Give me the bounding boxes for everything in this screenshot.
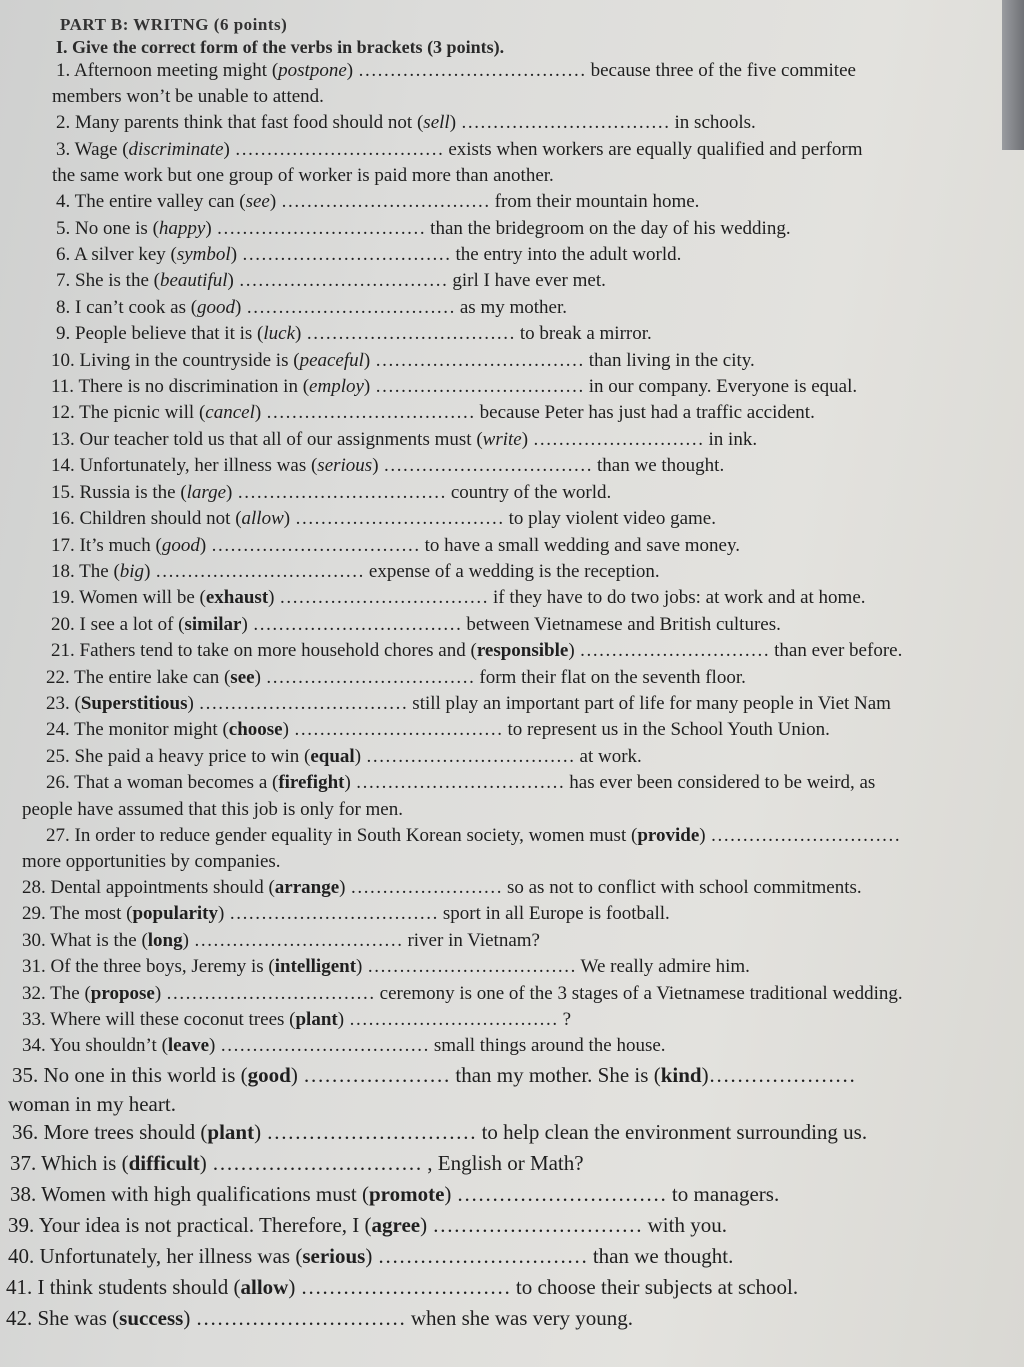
exercise-item: 6. A silver key (symbol) …………………………… the entry into the adult world. bbox=[56, 244, 682, 266]
answer-blank: …………………………… bbox=[294, 508, 504, 530]
exercise-item: 30. What is the (long) …………………………… river in Vietnam? bbox=[22, 929, 540, 951]
exercise-item: 15. Russia is the (large) …………………………… country of the world. bbox=[51, 481, 612, 503]
exercise-item: 38. Women with high qualifications must (promote) ………………………… to managers. bbox=[10, 1181, 780, 1206]
exercise-item: 23. (Superstitious) …………………………… still play an important part of life for many people in Viet Nam bbox=[46, 692, 891, 714]
item-stem: 33. Where will these coconut trees bbox=[22, 1009, 285, 1030]
answer-blank: …………………………… bbox=[375, 376, 584, 398]
answer-blank: ………………………… bbox=[266, 1119, 477, 1144]
answer-blank: …………………………… bbox=[460, 112, 670, 134]
item-stem: 7. She is the bbox=[56, 270, 149, 292]
exercise-item: 8. I can’t cook as (good) …………………………… as my mother. bbox=[56, 296, 568, 318]
item-continuation: members won’t be unable to attend. bbox=[52, 86, 324, 108]
item-stem: 18. The bbox=[51, 560, 109, 582]
item-ending: river in Vietnam? bbox=[407, 929, 540, 951]
item-continuation: more opportunities by companies. bbox=[22, 850, 281, 872]
answer-blank: …………………………… bbox=[367, 956, 577, 978]
item-ending: than we thought. bbox=[592, 1243, 734, 1268]
item-continuation: woman in my heart. bbox=[8, 1091, 176, 1116]
verb-prompt: big bbox=[119, 560, 145, 582]
item-stem: 5. No one is bbox=[56, 217, 148, 239]
answer-blank: …………………………… bbox=[193, 929, 403, 951]
exercise-item: 29. The most (popularity) …………………………… sport in all Europe is football. bbox=[22, 903, 670, 925]
item-ending: ? bbox=[562, 1009, 571, 1030]
exercise-item: 3. Wage (discriminate) …………………………… exists when workers are equally qualified and perform bbox=[56, 138, 863, 160]
answer-blank: ………………………… bbox=[300, 1274, 511, 1299]
item-ending: still play an important part of life for many people in Viet Nam bbox=[412, 692, 891, 714]
answer-blank: …………………………… bbox=[279, 587, 489, 609]
answer-blank: ………………… bbox=[708, 1062, 856, 1087]
exercise-item: 32. The (propose) …………………………… ceremony is one of the 3 stages of a Vietnamese traditional wedding. bbox=[22, 982, 903, 1004]
verb-prompt: allow bbox=[241, 508, 284, 530]
answer-blank: …………………………… bbox=[375, 349, 584, 371]
item-ending: has ever been considered to be weird, as bbox=[569, 772, 876, 794]
verb-prompt: serious bbox=[317, 455, 373, 477]
exercise-item: 27. In order to reduce gender equality in South Korean society, women must (provide) ………………………… bbox=[46, 824, 901, 846]
item-ending: if they have to do two jobs: at work and at home. bbox=[492, 587, 866, 609]
exercise-item: 40. Unfortunately, her illness was (serious) ………………………… than we thought. bbox=[8, 1243, 734, 1268]
item-ending: with you. bbox=[647, 1212, 727, 1237]
item-stem: 39. Your idea is not practical. Therefore, I bbox=[8, 1212, 360, 1237]
item-ending: because three of the five commitee bbox=[590, 60, 856, 81]
answer-blank: …………………………… bbox=[265, 666, 475, 688]
verb-prompt: promote bbox=[368, 1181, 445, 1206]
answer-blank: ……………………… bbox=[532, 428, 704, 450]
item-ending: than my mother. She is bbox=[455, 1062, 649, 1087]
item-ending: to play violent video game. bbox=[508, 508, 716, 530]
verb-prompt: intelligent bbox=[274, 956, 357, 978]
exercise-item: 22. The entire lake can (see) …………………………… form their flat on the seventh floor. bbox=[46, 666, 746, 688]
item-ending: girl I have ever met. bbox=[452, 270, 606, 292]
answer-blank: …………………………… bbox=[293, 719, 503, 741]
item-ending: to represent us in the School Youth Union. bbox=[507, 719, 830, 741]
verb-prompt: long bbox=[147, 929, 183, 951]
item-stem: 41. I think students should bbox=[6, 1274, 229, 1299]
answer-blank: ………………………… bbox=[212, 1150, 423, 1175]
exercise-item: 26. That a woman becomes a (firefight) …………………………… has ever been considered to be weird, as bbox=[46, 772, 876, 794]
answer-blank: ………………………… bbox=[195, 1305, 406, 1330]
verb-prompt: good bbox=[161, 534, 200, 556]
answer-blank: …………………………… bbox=[216, 217, 426, 239]
item-ending: sport in all Europe is football. bbox=[442, 903, 670, 925]
answer-blank: …………………………… bbox=[383, 455, 593, 477]
item-stem: 6. A silver key bbox=[56, 244, 166, 266]
answer-blank: …………………………… bbox=[348, 1009, 558, 1030]
answer-blank: …………………………… bbox=[265, 402, 475, 424]
exercise-item: 28. Dental appointments should (arrange) …………………… so as not to conflict with school commitments. bbox=[22, 876, 862, 898]
item-ending: country of the world. bbox=[450, 481, 612, 503]
item-stem: 40. Unfortunately, her illness was bbox=[8, 1243, 291, 1268]
answer-blank: …………………………… bbox=[241, 244, 451, 266]
answer-blank: …………………………… bbox=[280, 191, 490, 213]
verb-prompt: symbol bbox=[176, 244, 231, 266]
exercise-item: 9. People believe that it is (luck) …………………………… to break a mirror. bbox=[56, 323, 652, 345]
item-stem: 27. In order to reduce gender equality in South Korean society, women must bbox=[46, 824, 627, 846]
item-ending: form their flat on the seventh floor. bbox=[479, 666, 746, 688]
verb-prompt: see bbox=[230, 666, 255, 688]
answer-blank: ………………………… bbox=[579, 640, 770, 662]
item-stem: 38. Women with high qualifications must bbox=[10, 1181, 357, 1206]
verb-prompt: cancel bbox=[205, 402, 255, 424]
exercise-item: 10. Living in the countryside is (peaceful) …………………………… than living in the city. bbox=[51, 349, 755, 371]
answer-blank: …………………………… bbox=[165, 982, 375, 1004]
item-ending: to break a mirror. bbox=[519, 323, 652, 345]
answer-blank: …………………………… bbox=[220, 1035, 430, 1057]
item-ending: small things around the house. bbox=[433, 1035, 666, 1057]
item-ending: between Vietnamese and British cultures. bbox=[466, 613, 781, 635]
part-heading: PART B: WRITNG (6 points) bbox=[60, 15, 288, 34]
item-stem: 12. The picnic will bbox=[51, 402, 195, 424]
verb-prompt: Superstitious bbox=[80, 692, 188, 714]
answer-blank: …………………………… bbox=[198, 692, 408, 714]
answer-blank: …………………………… bbox=[238, 270, 448, 292]
item-stem: 20. I see a lot of bbox=[51, 613, 174, 635]
exercise-item: 33. Where will these coconut trees (plant) …………………………… ? bbox=[22, 1009, 571, 1030]
item-ending: than living in the city. bbox=[588, 349, 755, 371]
item-ending: ceremony is one of the 3 stages of a Vietnamese traditional wedding. bbox=[379, 982, 903, 1004]
item-stem: 10. Living in the countryside is bbox=[51, 349, 289, 371]
item-ending: to choose their subjects at school. bbox=[515, 1274, 799, 1299]
item-stem: 1. Afternoon meeting might bbox=[56, 60, 268, 81]
item-ending: to have a small wedding and save money. bbox=[424, 534, 741, 556]
exercise-item: 14. Unfortunately, her illness was (serious) …………………………… than we thought. bbox=[51, 455, 725, 477]
exercise-item: 39. Your idea is not practical. Therefore, I (agree) ………………………… with you. bbox=[8, 1212, 727, 1237]
item-ending: in schools. bbox=[674, 112, 756, 134]
verb-prompt: discriminate bbox=[128, 138, 224, 160]
exercise-item: 17. It’s much (good) …………………………… to have a small wedding and save money. bbox=[51, 534, 741, 556]
item-ending: at work. bbox=[579, 745, 642, 767]
item-ending: to managers. bbox=[671, 1181, 780, 1206]
item-ending: from their mountain home. bbox=[494, 191, 700, 213]
answer-blank: ………………………… bbox=[377, 1243, 588, 1268]
exercise-list bbox=[6, 58, 1024, 1334]
item-stem: 25. She paid a heavy price to win bbox=[46, 745, 300, 767]
verb-prompt: agree bbox=[371, 1212, 421, 1237]
item-stem: 13. Our teacher told us that all of our assignments must bbox=[51, 428, 472, 450]
item-stem: 3. Wage bbox=[56, 138, 118, 160]
exercise-item: 25. She paid a heavy price to win (equal) …………………………… at work. bbox=[46, 745, 642, 767]
verb-prompt: good bbox=[247, 1062, 291, 1087]
verb-prompt: plant bbox=[207, 1119, 255, 1144]
verb-prompt: popularity bbox=[132, 903, 219, 925]
verb-prompt: propose bbox=[90, 982, 155, 1004]
exercise-item: 41. I think students should (allow) ………………………… to choose their subjects at school. bbox=[6, 1274, 799, 1299]
answer-blank: ………………………… bbox=[456, 1181, 667, 1206]
item-stem: 42. She was bbox=[6, 1305, 107, 1330]
exercise-item: 35. No one in this world is (good) ………………… than my mother. She is (kind)………………… bbox=[12, 1062, 856, 1087]
item-stem: 36. More trees should bbox=[12, 1119, 196, 1144]
item-ending: expense of a wedding is the reception. bbox=[368, 560, 660, 582]
verb-prompt: responsible bbox=[476, 640, 569, 662]
answer-blank: ………………… bbox=[303, 1062, 451, 1087]
verb-prompt: employ bbox=[309, 376, 364, 398]
item-ending: the entry into the adult world. bbox=[455, 244, 682, 266]
worksheet-content bbox=[6, 14, 1024, 1334]
item-ending: because Peter has just had a traffic accident. bbox=[479, 402, 815, 424]
verb-prompt: large bbox=[186, 481, 227, 503]
answer-blank: …………………………… bbox=[229, 903, 439, 925]
exercise-item: 2. Many parents think that fast food should not (sell) …………………………… in schools. bbox=[56, 112, 756, 134]
item-ending: when she was very young. bbox=[410, 1305, 634, 1330]
verb-prompt: peaceful bbox=[299, 349, 364, 371]
item-ending: exists when workers are equally qualified and perform bbox=[448, 138, 863, 160]
answer-blank: …………………………… bbox=[155, 560, 365, 582]
item-stem: 34. You shouldn’t bbox=[22, 1035, 157, 1057]
item-stem: 37. Which is bbox=[10, 1150, 117, 1175]
item-stem: 24. The monitor might bbox=[46, 719, 218, 741]
verb-prompt: good bbox=[197, 296, 236, 318]
item-stem: 35. No one in this world is bbox=[12, 1062, 236, 1087]
exercise-item: 37. Which is (difficult) ………………………… , English or Math? bbox=[10, 1150, 584, 1175]
exercise-item: 24. The monitor might (choose) …………………………… to represent us in the School Youth Union. bbox=[46, 719, 830, 741]
answer-blank: …………………… bbox=[350, 876, 503, 898]
item-stem: 14. Unfortunately, her illness was bbox=[51, 455, 307, 477]
answer-blank: …………………………… bbox=[365, 745, 575, 767]
answer-blank: …………………………… bbox=[234, 138, 444, 160]
item-stem: 19. Women will be bbox=[51, 587, 195, 609]
exercise-item: 20. I see a lot of (similar) …………………………… between Vietnamese and British cultures. bbox=[51, 613, 781, 635]
verb-prompt: equal bbox=[310, 745, 355, 767]
answer-blank: …………………………… bbox=[252, 613, 462, 635]
verb-prompt: difficult bbox=[128, 1150, 200, 1175]
answer-blank: ……………………………… bbox=[357, 60, 586, 81]
item-ending: to help clean the environment surrounding us. bbox=[481, 1119, 868, 1144]
exercise-item: 21. Fathers tend to take on more household chores and (responsible) ………………………… than ever before. bbox=[51, 640, 903, 662]
verb-prompt: success bbox=[119, 1305, 184, 1330]
exercise-item: 1. Afternoon meeting might (postpone) ……………………………… because three of the five commitee bbox=[56, 60, 856, 81]
item-stem: 28. Dental appointments should bbox=[22, 876, 264, 898]
item-stem: 8. I can’t cook as bbox=[56, 296, 186, 318]
verb-prompt: happy bbox=[158, 217, 206, 239]
verb-prompt: postpone bbox=[278, 60, 347, 81]
exercise-item: 7. She is the (beautiful) …………………………… girl I have ever met. bbox=[56, 270, 606, 292]
exercise-item: 13. Our teacher told us that all of our assignments must (write) ……………………… in ink. bbox=[51, 428, 758, 450]
answer-blank: …………………………… bbox=[306, 323, 516, 345]
section-instruction: I. Give the correct form of the verbs in brackets (3 points). bbox=[56, 37, 505, 57]
item-ending: so as not to conflict with school commitments. bbox=[506, 876, 862, 898]
item-ending: than ever before. bbox=[774, 640, 903, 662]
exercise-item: 19. Women will be (exhaust) …………………………… if they have to do two jobs: at work and at home. bbox=[51, 587, 866, 609]
verb-prompt: provide bbox=[637, 824, 700, 846]
verb-prompt: sell bbox=[423, 112, 450, 134]
item-stem: 30. What is the bbox=[22, 929, 137, 951]
exercise-item: 18. The (big) …………………………… expense of a wedding is the reception. bbox=[51, 560, 660, 582]
exercise-item: 5. No one is (happy) …………………………… than the bridegroom on the day of his wedding. bbox=[56, 217, 791, 239]
verb-prompt: write bbox=[482, 428, 522, 450]
item-continuation: people have assumed that this job is only for men. bbox=[22, 798, 403, 820]
item-stem: 29. The most bbox=[22, 903, 122, 925]
item-stem: 23. bbox=[46, 692, 70, 714]
answer-blank: …………………………… bbox=[246, 296, 456, 318]
item-stem: 17. It’s much bbox=[51, 534, 151, 556]
item-stem: 31. Of the three boys, Jeremy is bbox=[22, 956, 264, 978]
exercise-item: 11. There is no discrimination in (employ) …………………………… in our company. Everyone is equal. bbox=[51, 376, 858, 398]
verb-prompt: kind bbox=[660, 1062, 702, 1087]
item-stem: 16. Children should not bbox=[51, 508, 231, 530]
exercise-item: 31. Of the three boys, Jeremy is (intelligent) …………………………… We really admire him. bbox=[22, 956, 750, 978]
item-stem: 22. The entire lake can bbox=[46, 666, 220, 688]
item-stem: 26. That a woman becomes a bbox=[46, 772, 268, 794]
item-ending: in ink. bbox=[708, 428, 758, 450]
exercise-item: 12. The picnic will (cancel) …………………………… because Peter has just had a traffic accident. bbox=[51, 402, 815, 424]
exercise-item: 42. She was (success) ………………………… when she was very young. bbox=[6, 1305, 634, 1330]
verb-prompt: arrange bbox=[274, 876, 340, 898]
item-stem: 15. Russia is the bbox=[51, 481, 176, 503]
item-ending: We really admire him. bbox=[580, 956, 750, 978]
verb-prompt: see bbox=[245, 191, 270, 213]
answer-blank: …………………………… bbox=[355, 772, 565, 794]
item-stem: 11. There is no discrimination in bbox=[51, 376, 298, 398]
exercise-item: 36. More trees should (plant) ………………………… to help clean the environment surrounding us. bbox=[12, 1119, 868, 1144]
item-stem: 32. The bbox=[22, 982, 80, 1004]
verb-prompt: exhaust bbox=[205, 587, 269, 609]
verb-prompt: similar bbox=[184, 613, 242, 635]
verb-prompt: serious bbox=[302, 1243, 366, 1268]
item-ending: in our company. Everyone is equal. bbox=[588, 376, 858, 398]
item-stem: 21. Fathers tend to take on more household chores and bbox=[51, 640, 466, 662]
verb-prompt: leave bbox=[167, 1035, 210, 1057]
exercise-item: 4. The entire valley can (see) …………………………… from their mountain home. bbox=[56, 191, 700, 213]
answer-blank: ………………………… bbox=[710, 824, 901, 846]
verb-prompt: choose bbox=[228, 719, 283, 741]
item-stem: 2. Many parents think that fast food should not bbox=[56, 112, 413, 134]
item-ending: , English or Math? bbox=[427, 1150, 584, 1175]
answer-blank: …………………………… bbox=[210, 534, 420, 556]
verb-prompt: luck bbox=[263, 323, 296, 345]
item-ending: than we thought. bbox=[597, 455, 725, 477]
verb-prompt: beautiful bbox=[159, 270, 228, 292]
item-ending: than the bridegroom on the day of his wedding. bbox=[430, 217, 791, 239]
item-continuation: the same work but one group of worker is paid more than another. bbox=[52, 165, 554, 187]
verb-prompt: firefight bbox=[278, 772, 345, 794]
answer-blank: …………………………… bbox=[237, 481, 447, 503]
answer-blank: ………………………… bbox=[432, 1212, 643, 1237]
item-ending: as my mother. bbox=[459, 296, 568, 318]
item-stem: 4. The entire valley can bbox=[56, 191, 235, 213]
item-stem: 9. People believe that it is bbox=[56, 323, 253, 345]
exercise-item: 34. You shouldn’t (leave) …………………………… small things around the house. bbox=[22, 1035, 666, 1057]
verb-prompt: plant bbox=[295, 1009, 338, 1030]
verb-prompt: allow bbox=[240, 1274, 289, 1299]
exercise-item: 16. Children should not (allow) …………………………… to play violent video game. bbox=[51, 508, 716, 530]
